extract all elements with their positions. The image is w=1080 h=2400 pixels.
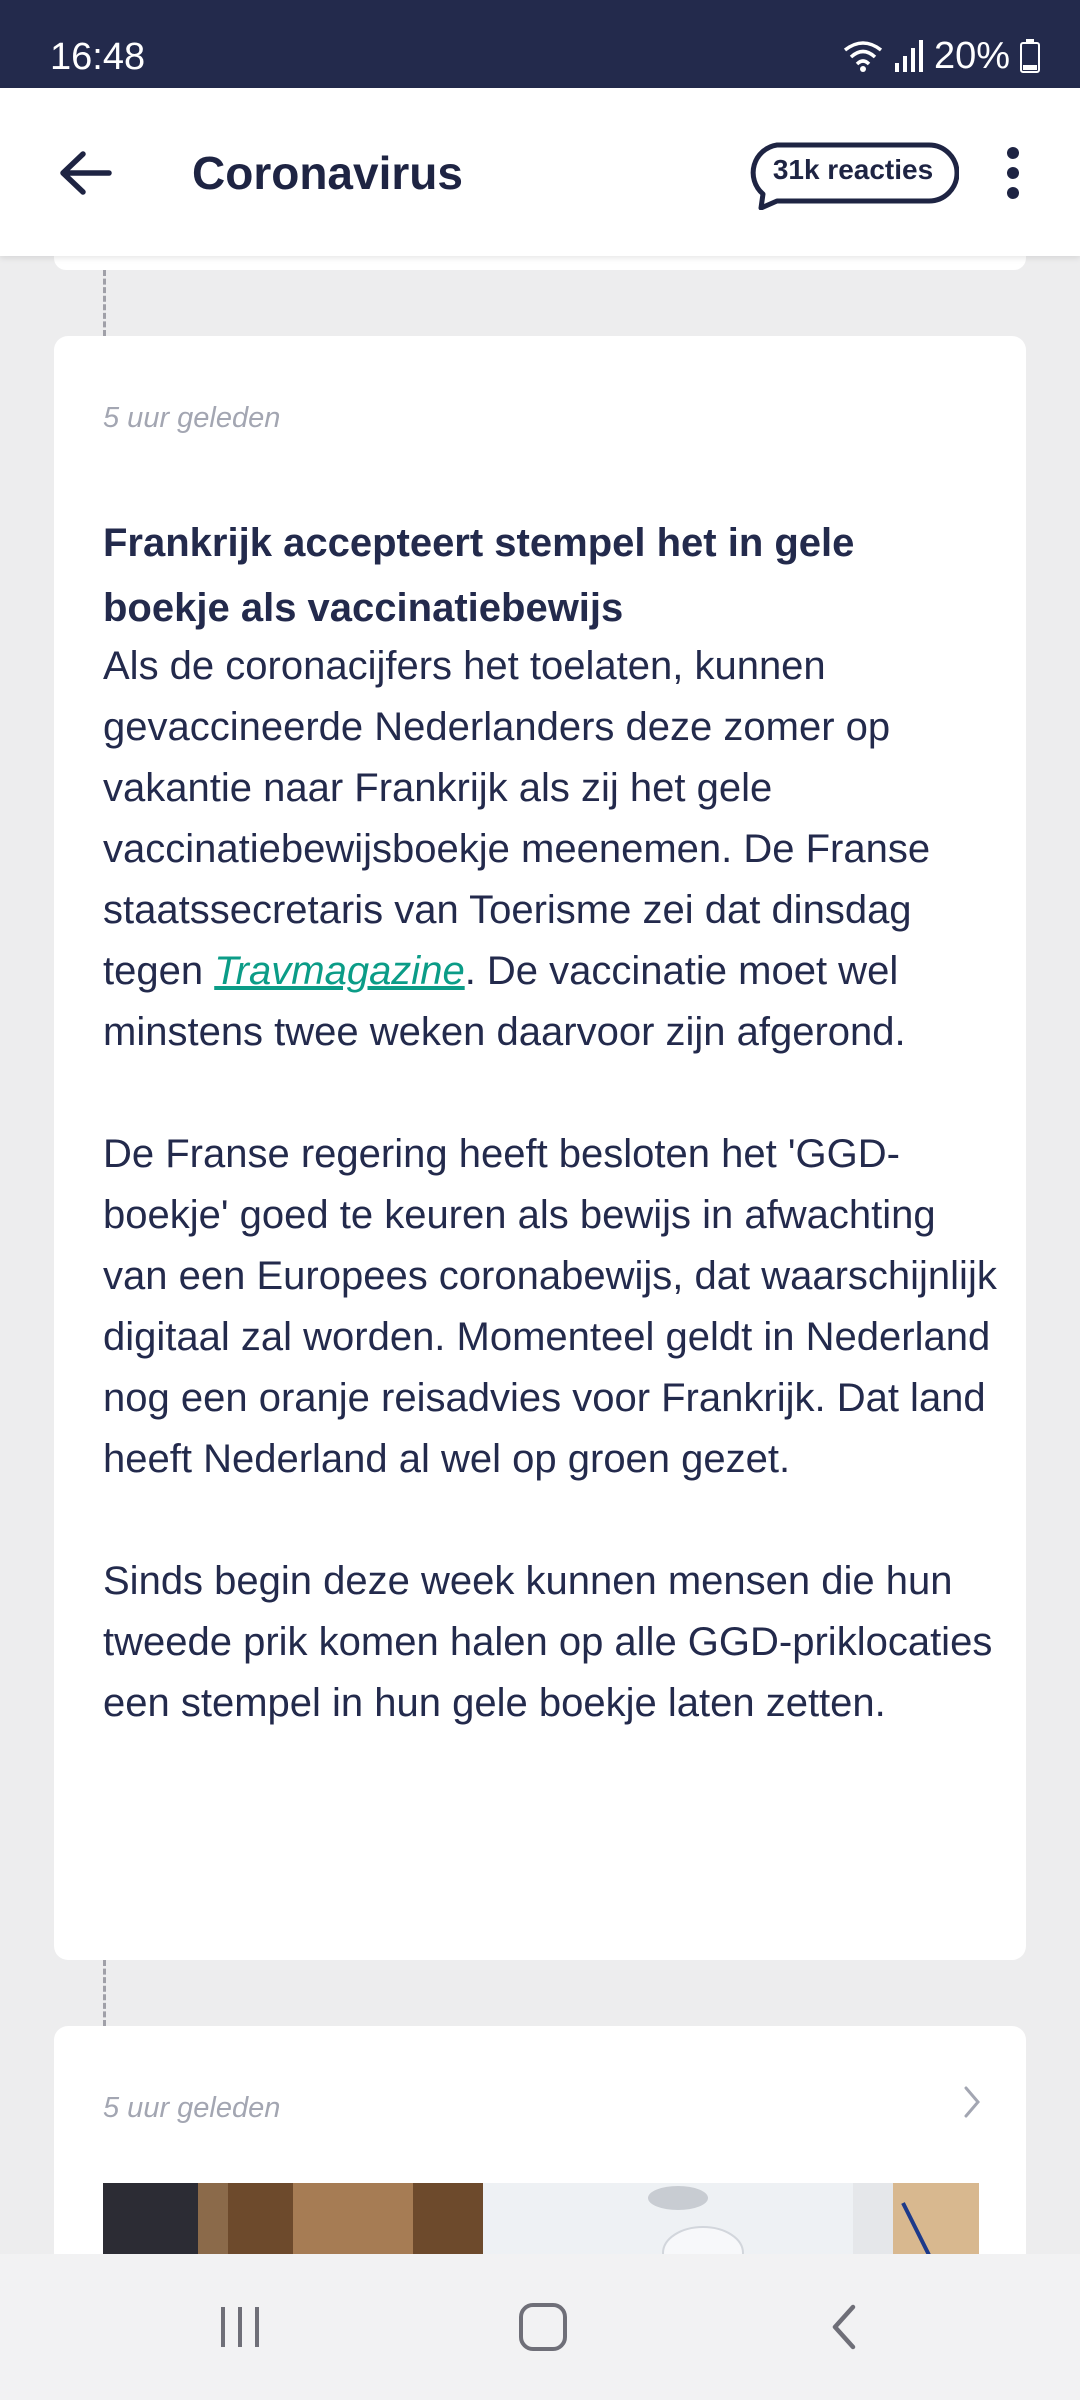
paragraph: Als de coronacijfers het toelaten, kunnen gevaccineerde Nederlanders deze zomer op vakantie naar Frankrijk als zij het gele vaccinatiebewijsboekje meenemen. De Franse staatssecretaris van Toerisme zei dat dinsdag tegen Travmagazine. De vaccinatie moet wel minstens twee weken daarvoor zijn afgerond. (103, 644, 931, 1054)
home-icon (517, 2301, 569, 2353)
comments-button[interactable] (747, 142, 959, 202)
back-button[interactable] (50, 138, 120, 208)
card-body (103, 636, 1003, 1734)
timeline-connector (103, 1960, 106, 2026)
more-vertical-icon (1007, 147, 1019, 159)
more-options-button[interactable] (990, 138, 1036, 208)
status-time: 16:48 (50, 36, 146, 78)
status-icons (842, 34, 1040, 78)
battery-percentage: 20% (933, 34, 1010, 77)
news-card (54, 336, 1026, 1960)
home-button[interactable] (493, 2282, 593, 2372)
paragraph: Sinds begin deze week kunnen mensen die hun tweede prik komen halen op alle GGD-priklocaties een stempel in hun gele boekje laten zetten. (103, 1559, 993, 1725)
paragraph: De Franse regering heeft besloten het 'GGD-boekje' goed te keuren als bewijs in afwachting van een Europees coronabewijs, dat waarschijnlijk digitaal zal worden. Momenteel geldt in Nederland nog een oranje reisadvies voor Frankrijk. Dat land heeft Nederland al wel op groen gezet. (103, 1132, 997, 1481)
page-title: Coronavirus (192, 147, 463, 199)
recents-icon (216, 2303, 264, 2351)
status-bar (0, 0, 1080, 88)
travmagazine-link[interactable]: Travmagazine (214, 949, 465, 993)
app-header (0, 88, 1080, 256)
system-nav-bar (0, 2254, 1080, 2400)
timeline-connector (103, 270, 106, 336)
card-timestamp: 5 uur geleden (103, 402, 281, 434)
card-headline: Frankrijk accepteert stempel het in gele boekje als vaccinatiebewijs (103, 521, 855, 630)
signal-icon (894, 39, 924, 73)
system-back-button[interactable] (795, 2282, 895, 2372)
back-icon (825, 2301, 865, 2353)
arrow-left-icon (57, 149, 113, 197)
chevron-right-icon[interactable] (960, 2082, 984, 2122)
card-timestamp: 5 uur geleden (103, 2092, 281, 2124)
recents-button[interactable] (190, 2282, 290, 2372)
battery-icon (1020, 39, 1040, 73)
wifi-icon (842, 38, 884, 74)
comments-count: 31k reacties (772, 154, 934, 185)
